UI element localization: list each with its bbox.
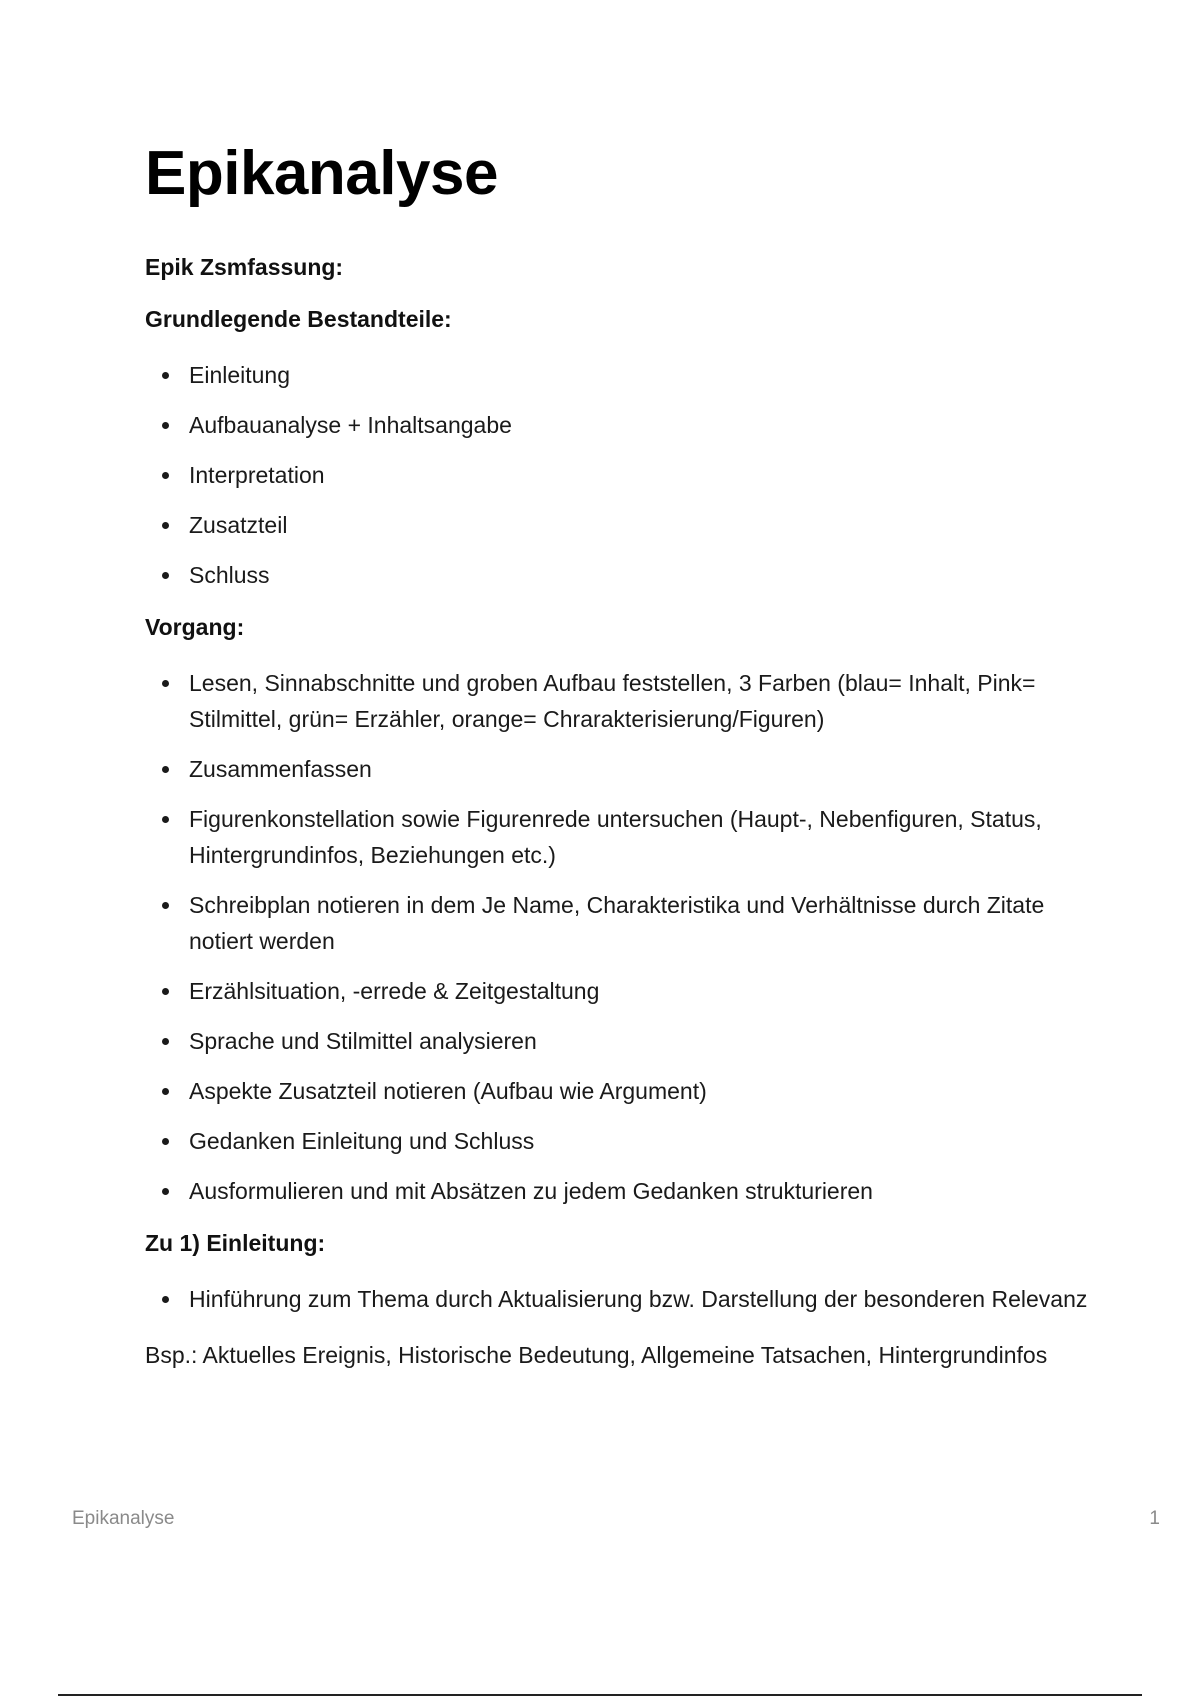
summary-heading: Epik Zsmfassung: — [145, 254, 344, 281]
list-item: Figurenkonstellation sowie Figurenrede untersuchen (Haupt-, Nebenfiguren, Status, Hintergrundinfos, Beziehungen etc.) — [145, 801, 1095, 873]
list-item: Schreibplan notieren in dem Je Name, Charakteristika und Verhältnisse durch Zitate notiert werden — [145, 887, 1095, 959]
list-item: Hinführung zum Thema durch Aktualisierung bzw. Darstellung der besonderen Relevanz — [145, 1281, 1095, 1317]
list-item: Einleitung — [145, 357, 1095, 393]
list-item: Gedanken Einleitung und Schluss — [145, 1123, 1095, 1159]
components-list — [145, 357, 1095, 593]
page-title: Epikanalyse — [145, 139, 498, 208]
list-item: Aufbauanalyse + Inhaltsangabe — [145, 407, 1095, 443]
components-heading: Grundlegende Bestandteile: — [145, 306, 452, 333]
intro-heading: Zu 1) Einleitung: — [145, 1229, 326, 1256]
footer-page-number: 1 — [1149, 1508, 1160, 1529]
list-item: Ausformulieren und mit Absätzen zu jedem Gedanken strukturieren — [145, 1173, 1095, 1209]
list-item: Sprache und Stilmittel analysieren — [145, 1023, 1095, 1059]
list-item: Schluss — [145, 557, 1095, 593]
list-item: Zusammenfassen — [145, 751, 1095, 787]
list-item: Erzählsituation, -errede & Zeitgestaltung — [145, 973, 1095, 1009]
list-item: Aspekte Zusatzteil notieren (Aufbau wie Argument) — [145, 1073, 1095, 1109]
list-item: Zusatzteil — [145, 507, 1095, 543]
footer-doc-name: Epikanalyse — [72, 1508, 175, 1529]
intro-list — [145, 1281, 1095, 1317]
process-heading: Vorgang: — [145, 613, 245, 640]
document-page — [145, 140, 1095, 1373]
list-item: Interpretation — [145, 457, 1095, 493]
process-list — [145, 665, 1095, 1209]
list-item: Lesen, Sinnabschnitte und groben Aufbau feststellen, 3 Farben (blau= Inhalt, Pink= Stilmittel, grün= Erzähler, orange= Chrarakterisierung/Figuren) — [145, 665, 1095, 737]
example-paragraph: Bsp.: Aktuelles Ereignis, Historische Bedeutung, Allgemeine Tatsachen, Hintergrundinfos — [145, 1341, 1048, 1368]
page-divider — [58, 1694, 1142, 1696]
